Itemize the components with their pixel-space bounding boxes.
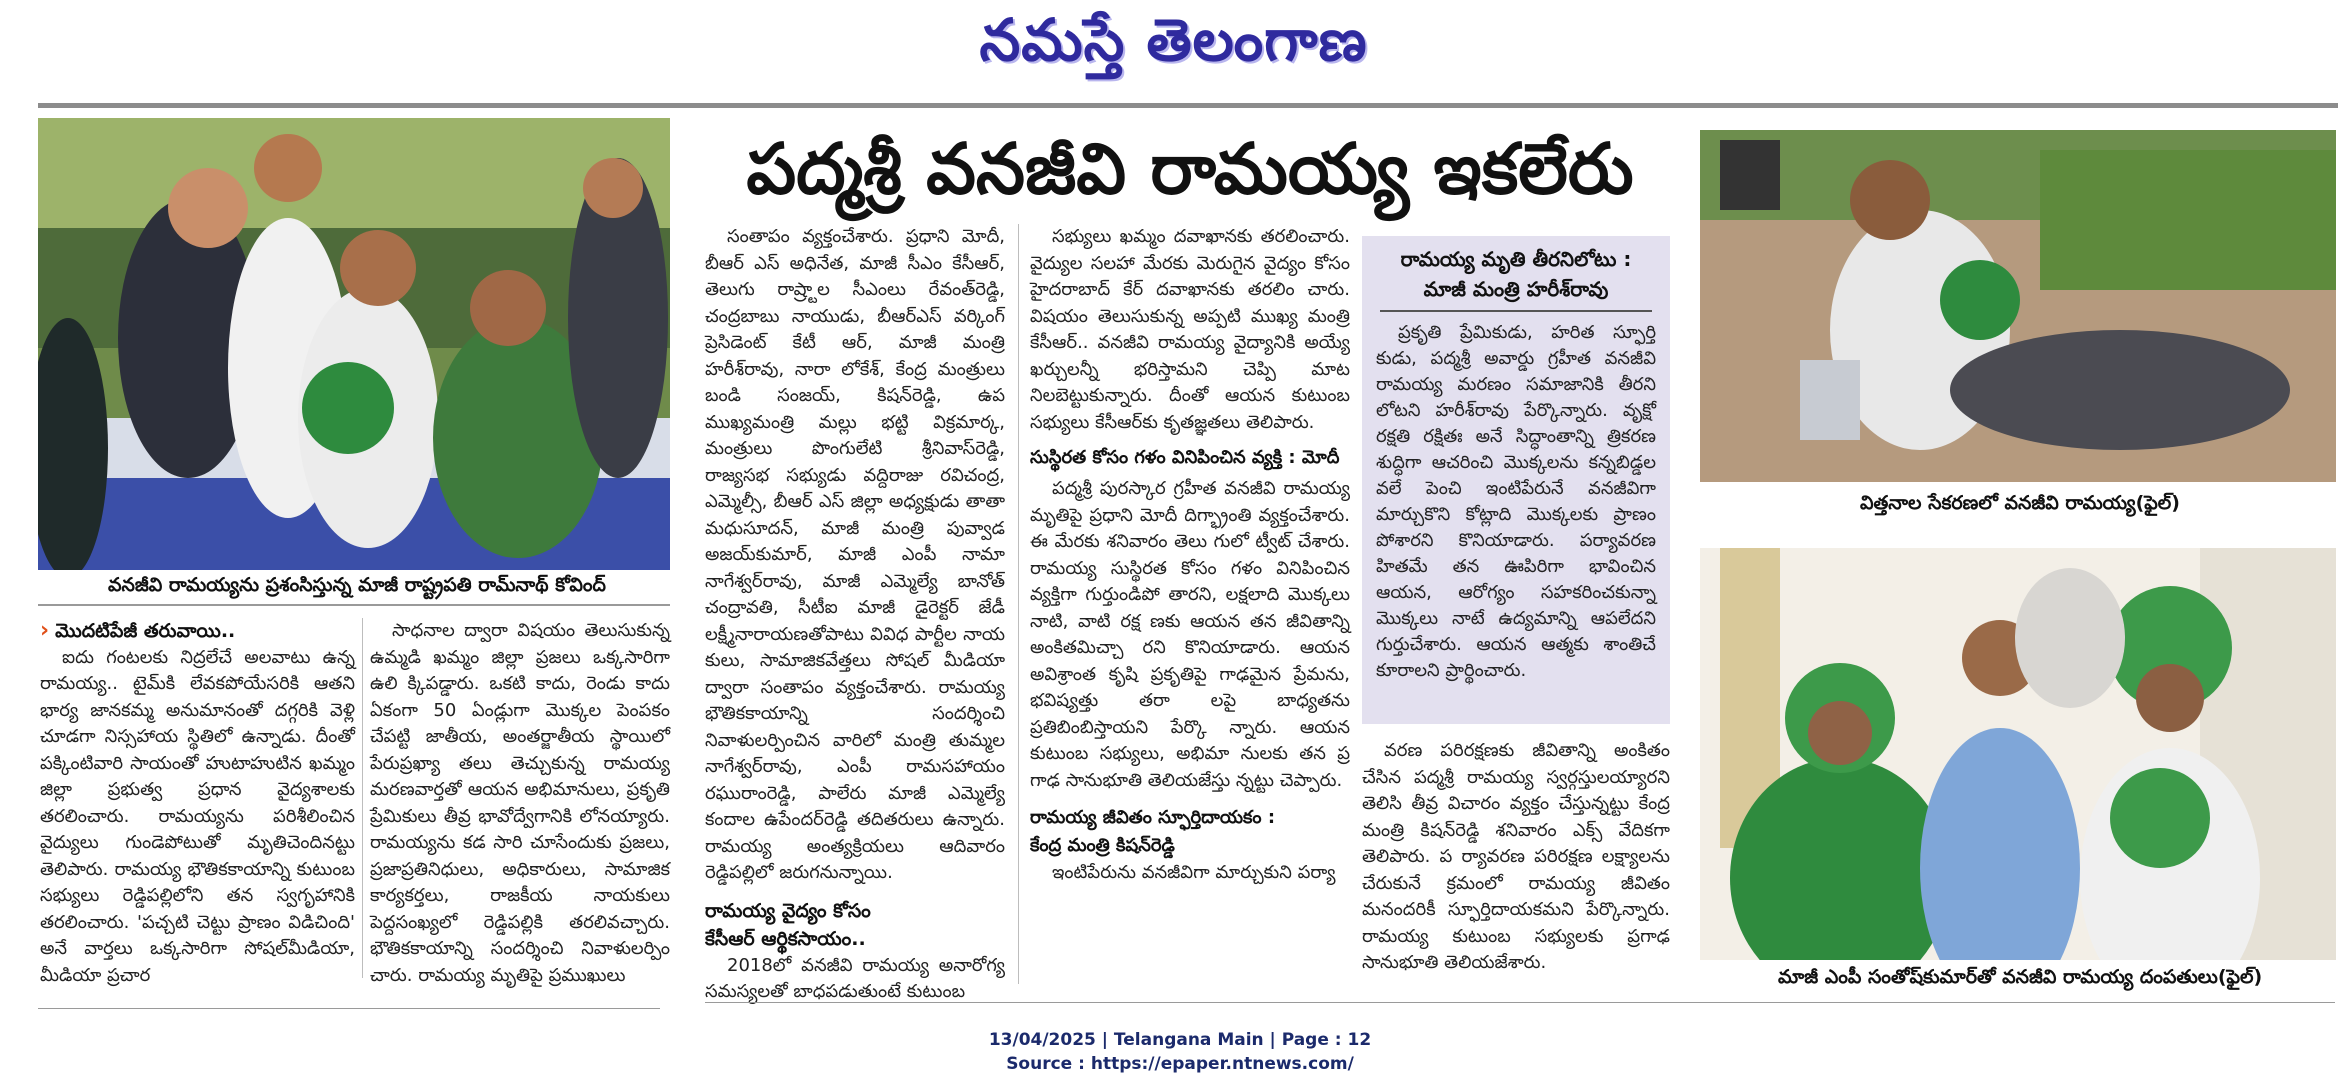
photo-kovind-image (38, 118, 670, 570)
box-divider (1380, 310, 1652, 312)
footer-date-page: 13/04/2025 | Telangana Main | Page : 12 (988, 1030, 1372, 1050)
photo-top-right-caption: విత్తనాల సేకరణలో వనజీవి రామయ్య(ఫైల్) (1860, 492, 2180, 514)
subhead-kishan-1: రామయ్య జీవితం స్ఫూర్తిదాయకం : (1030, 807, 1276, 828)
caption-divider (38, 604, 670, 606)
box-subtitle: మాజీ మంత్రి హరీశ్‌రావు (1423, 277, 1609, 301)
masthead-rule (38, 103, 2338, 108)
page-footer (900, 1028, 1460, 1076)
harish-rao-box (1362, 236, 1670, 724)
subhead-modi: సుస్థిరత కోసం గళం వినిపించిన వ్యక్తి : మోదీ (1030, 447, 1340, 468)
column-2-text: సాధనాల ద్వారా విషయం తెలుసుకున్న ఉమ్మడి ఖమ్మం జిల్లా ప్రజలు ఒక్కసారిగా ఉలి క్కిపడ్డారు. ఒకటి కాదు, రెండు కాదు ఏకంగా 50 ఏండ్లుగా మొక్కల పెంపకం చేపట్టి జాతీయ, అంతర్జాతీయ స్థాయిలో పేరుప్రఖ్యా తలు తెచ్చుకున్న రామయ్య మరణవార్తతో ఆయన అభిమానులు, ప్రకృతి ప్రేమికులు తీవ్ర భావోద్వేగానికి లోనయ్యారు. రామయ్యను కడ సారి చూసేందుకు ప్రజలు, ప్రజాప్రతినిధులు, అధికారులు, సామాజిక కార్యకర్తలు, రాజకీయ నాయకులు పెద్దసంఖ్యలో రెడ్డిపల్లికి తరలివచ్చారు. భౌతికకాయాన్ని సందర్శించి నివాళులర్పిం చారు. రామయ్య మృతిపై ప్రముఖులు (370, 620, 670, 986)
continuation-kicker: › మొదటిపేజీ తరువాయి.. (40, 618, 236, 643)
masthead (0, 0, 2347, 95)
headline: పద్మశ్రీ వనజీవి రామయ్య ఇకలేరు (746, 128, 1634, 210)
bottom-rule-right (705, 1002, 2335, 1003)
photo-seed-collection (1700, 130, 2336, 482)
column-4-text-3: ఇంటిపేరును వనజీవిగా మార్చుకుని పర్యా (1052, 862, 1336, 883)
column-3-text-2: 2018లో వనజీవి రామయ్య అనారోగ్య సమస్యలతో బాధపడుతుంటే కుటుంబ (705, 954, 1005, 1002)
photo-left-caption: వనజీవి రామయ్యను ప్రశంసిస్తున్న మాజీ రాష్ట్రపతి రామ్‌నాథ్ కోవింద్ (108, 574, 606, 596)
subhead-kcr-aid-1: రామయ్య వైద్యం కోసం (705, 899, 871, 922)
column-divider (362, 618, 363, 978)
article-column-5 (1362, 738, 1670, 977)
subhead-kcr-aid-2: కేసీఆర్ ఆర్థికసాయం.. (705, 927, 866, 950)
photo-santosh-image (1700, 548, 2336, 960)
kicker-arrow-icon: › (40, 618, 50, 643)
article-column-2 (370, 618, 670, 989)
footer-source: Source : https://epaper.ntnews.com/ (1006, 1054, 1354, 1074)
article-column-1 (40, 618, 355, 989)
column-1-text: ఐదు గంటలకు నిద్రలేచే అలవాటు ఉన్న రామయ్య.. టైమ్‌కి లేవకపోయేసరికి ఆతని భార్య జానకమ్మ అనుమానంతో దగ్గరికి వెళ్లి చూడగా నిస్సహాయ స్థితిలో ఉన్నాడు. దీంతో పక్కింటివారి సాయంతో హుటాహుటిన ఖమ్మం జిల్లా ప్రభుత్వ ప్రధాన వైద్యశాలకు తరలించారు. రామయ్యను పరిశీలించిన వైద్యులు గుండెపోటుతో మృతిచెందినట్టు తెలిపారు. రామయ్య భౌతికకాయాన్ని కుటుంబ సభ్యులు రెడ్డిపల్లిలోని తన స్వగృహానికి తరలించారు. 'పచ్చటి చెట్టు ప్రాణం విడిచింది' అనే వార్తలు ఒక్కసారిగా సోషల్‌మీడియా, మీడియా ప్రచార (40, 646, 355, 986)
box-body (1362, 320, 1670, 684)
photo-seed-image (1700, 130, 2336, 482)
box-text: ప్రకృతి ప్రేమికుడు, హరిత స్ఫూర్తి కుడు, పద్మశ్రీ అవార్డు గ్రహీత వనజీవి రామయ్య మరణం సమాజానికి తీరని లోటని హరీశ్‌రావు పేర్కొన్నారు. వృక్షో రక్షతి రక్షితః అనే సిద్ధాంతాన్ని త్రికరణ శుద్ధిగా ఆచరించి మొక్కలను కన్నబిడ్డల వలే పెంచి ఇంటిపేరునే వనజీవిగా మార్చుకొని కోట్లాది మొక్కలకు ప్రాణం పోశారని కొనియాడారు. పర్యావరణ హితమే తన ఊపిరిగా భావించిన ఆయన, ఆరోగ్యం సహకరించకున్నా మొక్కలు నాటే ఉద్యమాన్ని ఆపలేదని గుర్తుచేశారు. ఆయన ఆత్మకు శాంతిచే కూరాలని ప్రార్థించారు. (1376, 322, 1656, 681)
box-title: రామయ్య మృతి తీరనిలోటు : (1400, 247, 1632, 271)
column-4-text-2: పద్మశ్రీ పురస్కార గ్రహీత వనజీవి రామయ్య మృతిపై ప్రధాని మోదీ దిగ్భ్రాంతి వ్యక్తంచేశారు. ఈ మేరకు శనివారం తెలు గులో ట్వీట్ చేశారు. రామయ్య సుస్థిరత కోసం గళం వినిపించిన వ్యక్తిగా గుర్తుండిపో తారని, లక్షలాది మొక్కలు నాటి, వాటి రక్ష ణకు ఆయన తన జీవితాన్ని అంకితమిచ్చా రని కొనియాడారు. ఆయన అవిశ్రాంత కృషి ప్రకృతిపై గాఢమైన ప్రేమను, భవిష్యత్తు తరా లపై బాధ్యతను ప్రతిబింబిస్తాయని పేర్కొ న్నారు. ఆయన కుటుంబ సభ్యులు, అభిమా నులకు తన ప్ర గాఢ సానుభూతి తెలియజేస్తు న్నట్టు చెప్పారు. (1030, 478, 1350, 791)
masthead-title: నమస్తే తెలంగాణ (979, 6, 1368, 74)
photo-bottom-right-caption: మాజీ ఎంపీ సంతోష్‌కుమార్‌తో వనజీవి రామయ్య దంపతులు(ఫైల్) (1778, 966, 2263, 988)
column-4-text: సభ్యులు ఖమ్మం దవాఖానకు తరలించారు. వైద్యుల సలహా మేరకు మెరుగైన వైద్యం కోసం హైదరాబాద్ కేర్ దవాఖానకు తరలిం చారు. విషయం తెలుసుకున్న అప్పటి ముఖ్య మంత్రి కేసీఆర్.. వనజీవి రామయ్య వైద్యానికి అయ్యే ఖర్చులన్నీ భరిస్తామని చెప్పి మాట నిలబెట్టుకున్నారు. దీంతో ఆయన కుటుంబ సభ్యులు కేసీఆర్‌కు కృతజ్ఞతలు తెలిపారు. (1030, 226, 1350, 433)
column-3-text: సంతాపం వ్యక్తంచేశారు. ప్రధాని మోదీ, బీఆర్ ఎస్ అధినేత, మాజీ సీఎం కేసీఆర్, తెలుగు రాష్ర్టాల సీఎంలు రేవంత్‌రెడ్డి, చంద్రబాబు నాయుడు, బీఆర్‌ఎస్ వర్కింగ్ ప్రెసిడెంట్ కేటీ ఆర్, మాజీ మంత్రి హరీశ్‌రావు, నారా లోకేశ్, కేంద్ర మంత్రులు బండి సంజయ్, కిషన్‌రెడ్డి, ఉప ముఖ్యమంత్రి మల్లు భట్టి విక్రమార్క, మంత్రులు పొంగులేటి శ్రీనివాస్‌రెడ్డి, రాజ్యసభ సభ్యుడు వద్దిరాజు రవిచంద్ర, ఎమ్మెల్సీ, బీఆర్ ఎస్ జిల్లా అధ్యక్షుడు తాతా మధుసూదన్, మాజీ మంత్రి పువ్వాడ అజయ్‌కుమార్, మాజీ ఎంపీ నామా నాగేశ్వర్‌రావు, మాజీ ఎమ్మెల్యే బానోత్ చంద్రావతి, సీటీఐ మాజీ డైరెక్టర్ జేడీ లక్ష్మీనారాయణతోపాటు వివిధ పార్టీల నాయ కులు, సామాజికవేత్తలు సోషల్ మీడియా ద్వారా సంతాపం వ్యక్తంచేశారు. రామయ్య భౌతికకాయాన్ని సందర్శించి నివాళులర్పించిన వారిలో మంత్రి తుమ్మల నాగేశ్వర్‌రావు, ఎంపీ రామసహాయం రఘురాంరెడ్డి, పాలేరు మాజీ ఎమ్మెల్యే కందాల ఉపేందర్‌రెడ్డి తదితరులు ఉన్నారు. రామయ్య అంత్యక్రియలు ఆదివారం రెడ్డిపల్లిలో జరుగనున్నాయి. (705, 226, 1005, 883)
article-column-4 (1030, 224, 1350, 887)
bottom-rule-left (38, 1008, 660, 1009)
article-column-3 (705, 224, 1005, 1006)
column-5-text: వరణ పరిరక్షణకు జీవితాన్ని అంకితం చేసిన పద్మశ్రీ రామయ్య స్వర్గస్తులయ్యారని తెలిసి తీవ్ర విచారం వ్యక్తం చేస్తున్నట్టు కేంద్ర మంత్రి కిషన్‌రెడ్డి శనివారం ఎక్స్ వేదికగా తెలిపారు. ప ర్యావరణ పరిరక్షణ లక్ష్యాలను చేరుకునే క్రమంలో రామయ్య జీవితం మనందరికీ స్ఫూర్తిదాయకమని పేర్కొన్నారు. రామయ్య కుటుంబ సభ్యులకు ప్రగాఢ సానుభూతి తెలియజేశారు. (1362, 740, 1670, 973)
column-divider (1018, 224, 1019, 984)
photo-santosh-kumar (1700, 548, 2336, 960)
photo-kovind-ramaiah (38, 118, 670, 570)
subhead-kishan-2: కేంద్ర మంత్రి కిషన్‌రెడ్డి (1030, 835, 1175, 856)
